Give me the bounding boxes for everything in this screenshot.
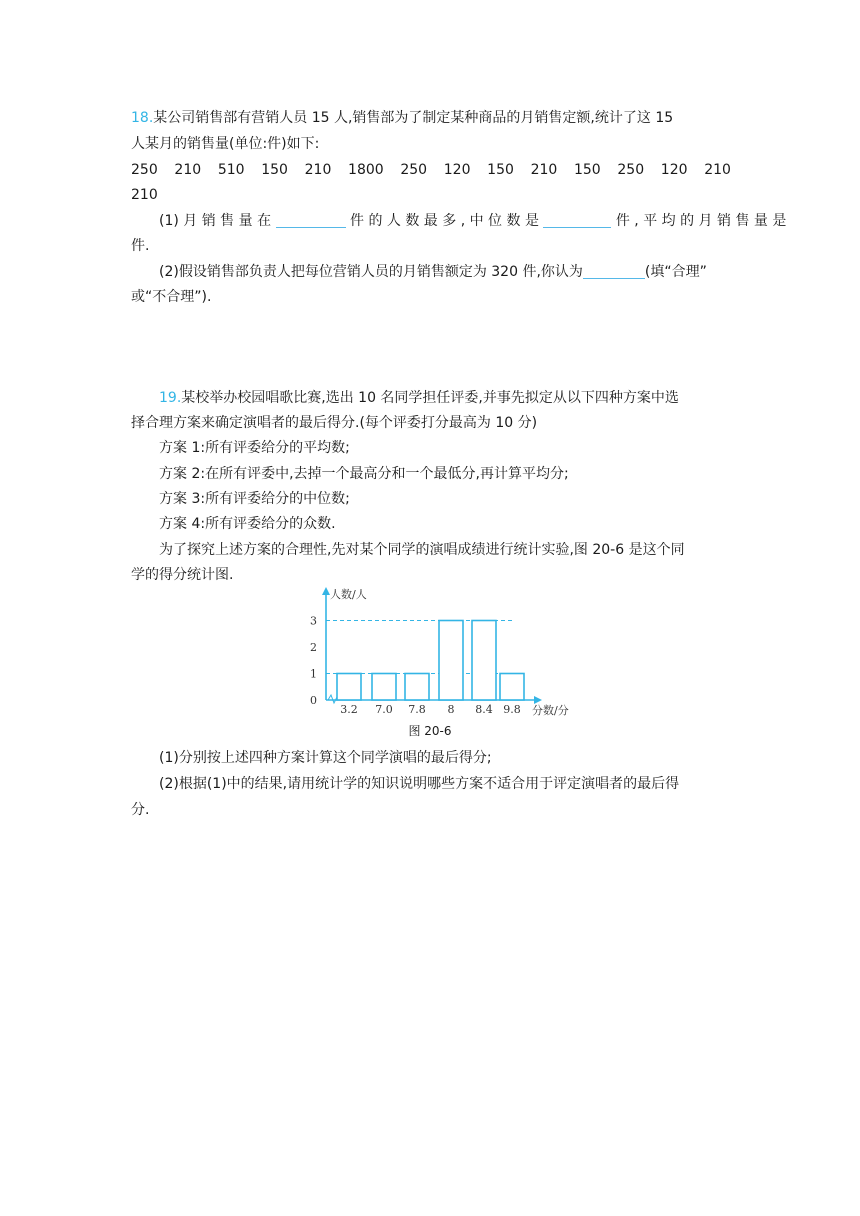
q18-part1-line1 <box>159 211 787 231</box>
q18-data-value: 210 <box>304 162 332 178</box>
q18-data-value: 250 <box>131 162 158 178</box>
q19-plan1: 方案 1:所有评委给分的平均数; <box>159 440 350 456</box>
q19-plan3: 方案 3:所有评委给分的中位数; <box>159 491 350 507</box>
q18-data-value: 120 <box>660 162 688 178</box>
x-axis-label: 分数/分 <box>532 704 569 717</box>
x-tick-label: 7.8 <box>408 703 426 716</box>
q18-data-value: 210 <box>704 162 731 178</box>
y-tick-label: 3 <box>310 614 317 628</box>
q18-data-value: 510 <box>217 162 245 178</box>
q19-plan2: 方案 2:在所有评委中,去掉一个最高分和一个最低分,再计算平均分; <box>159 466 569 482</box>
q19-text-line2: 择合理方案来确定演唱者的最后得分.(每个评委打分最高为 10 分) <box>131 415 538 431</box>
y-tick-label: 1 <box>310 667 317 681</box>
q19-intro-line2: 学的得分统计图. <box>131 567 234 583</box>
y-tick-label: 2 <box>310 641 317 654</box>
q19-text-line1: 某校举办校园唱歌比赛,选出 10 名同学担任评委,并事先拟定从以下四种方案中选 <box>181 390 679 406</box>
q18-data-row2: 210 <box>131 187 158 203</box>
q18-part1-d: 件. <box>131 238 150 254</box>
x-axis-arrow <box>534 696 542 704</box>
y-axis-arrow <box>322 587 330 595</box>
q18-data-value: 1800 <box>348 162 384 178</box>
q18-part1-b: 件 的 人 数 最 多 , 中 位 数 是 <box>350 213 539 229</box>
y-axis-label: 人数/人 <box>330 588 367 601</box>
q18-data-value: 150 <box>487 162 514 178</box>
y-tick-label: 0 <box>310 694 317 707</box>
bar-8 <box>439 621 463 701</box>
q18-part1-c: 件 , 平 均 的 月 销 售 量 是 <box>615 213 787 229</box>
x-tick-label: 8.4 <box>475 703 493 716</box>
q19-part2-line1: (2)根据(1)中的结果,请用统计学的知识说明哪些方案不适合用于评定演唱者的最后得 <box>159 776 680 792</box>
q18-data-value: 120 <box>443 162 471 178</box>
q19-part1: (1)分别按上述四种方案计算这个同学演唱的最后得分; <box>159 750 492 766</box>
q19-number: 19. <box>159 390 182 406</box>
q18-number: 18. <box>131 110 154 126</box>
q19-plan4: 方案 4:所有评委给分的众数. <box>159 516 336 532</box>
q18-part2-c: 或“不合理”). <box>131 289 212 305</box>
q18-data-value: 150 <box>573 162 601 178</box>
q19-part2-line2: 分. <box>131 802 150 818</box>
bar-3.2 <box>337 674 361 701</box>
score-bar-chart <box>300 583 590 723</box>
q19-intro-line1: 为了探究上述方案的合理性,先对某个同学的演唱成绩进行统计实验,图 20-6 是这个同 <box>159 542 685 558</box>
q18-blank-reasonable[interactable] <box>583 264 645 279</box>
q18-data-value: 210 <box>174 162 202 178</box>
x-tick-label: 9.8 <box>503 703 521 716</box>
q18-text-line1: 某公司销售部有营销人员 15 人,销售部为了制定某种商品的月销售定额,统计了这 15 <box>153 110 674 126</box>
bar-9.8 <box>500 674 524 701</box>
bar-7.0 <box>372 674 396 701</box>
axis-break <box>328 695 337 703</box>
q18-part2-line1 <box>159 262 731 282</box>
q18-data-value: 210 <box>530 162 558 178</box>
q18-line1 <box>131 108 731 128</box>
q18-part2-b: (填“合理” <box>644 264 707 280</box>
x-tick-label: 3.2 <box>340 703 358 716</box>
x-tick-label: 7.0 <box>375 703 393 716</box>
q18-text-line2: 人某月的销售量(单位:件)如下: <box>131 136 320 152</box>
bar-7.8 <box>405 674 429 701</box>
bar-8.4 <box>472 621 496 701</box>
q18-blank-median[interactable] <box>543 213 611 228</box>
figure-caption: 图 20-6 <box>408 724 452 738</box>
q18-data-value: 250 <box>400 162 428 178</box>
q18-blank-mode[interactable] <box>276 213 346 228</box>
q19-line1 <box>159 388 731 408</box>
x-tick-label: 8 <box>447 703 455 716</box>
q18-data-value: 250 <box>617 162 645 178</box>
q18-data-row1 <box>131 160 731 180</box>
q18-part1-a: (1) 月 销 售 量 在 <box>159 213 272 229</box>
q18-part2-a: (2)假设销售部负责人把每位营销人员的月销售额定为 320 件,你认为 <box>159 264 583 280</box>
q18-data-value: 150 <box>261 162 288 178</box>
